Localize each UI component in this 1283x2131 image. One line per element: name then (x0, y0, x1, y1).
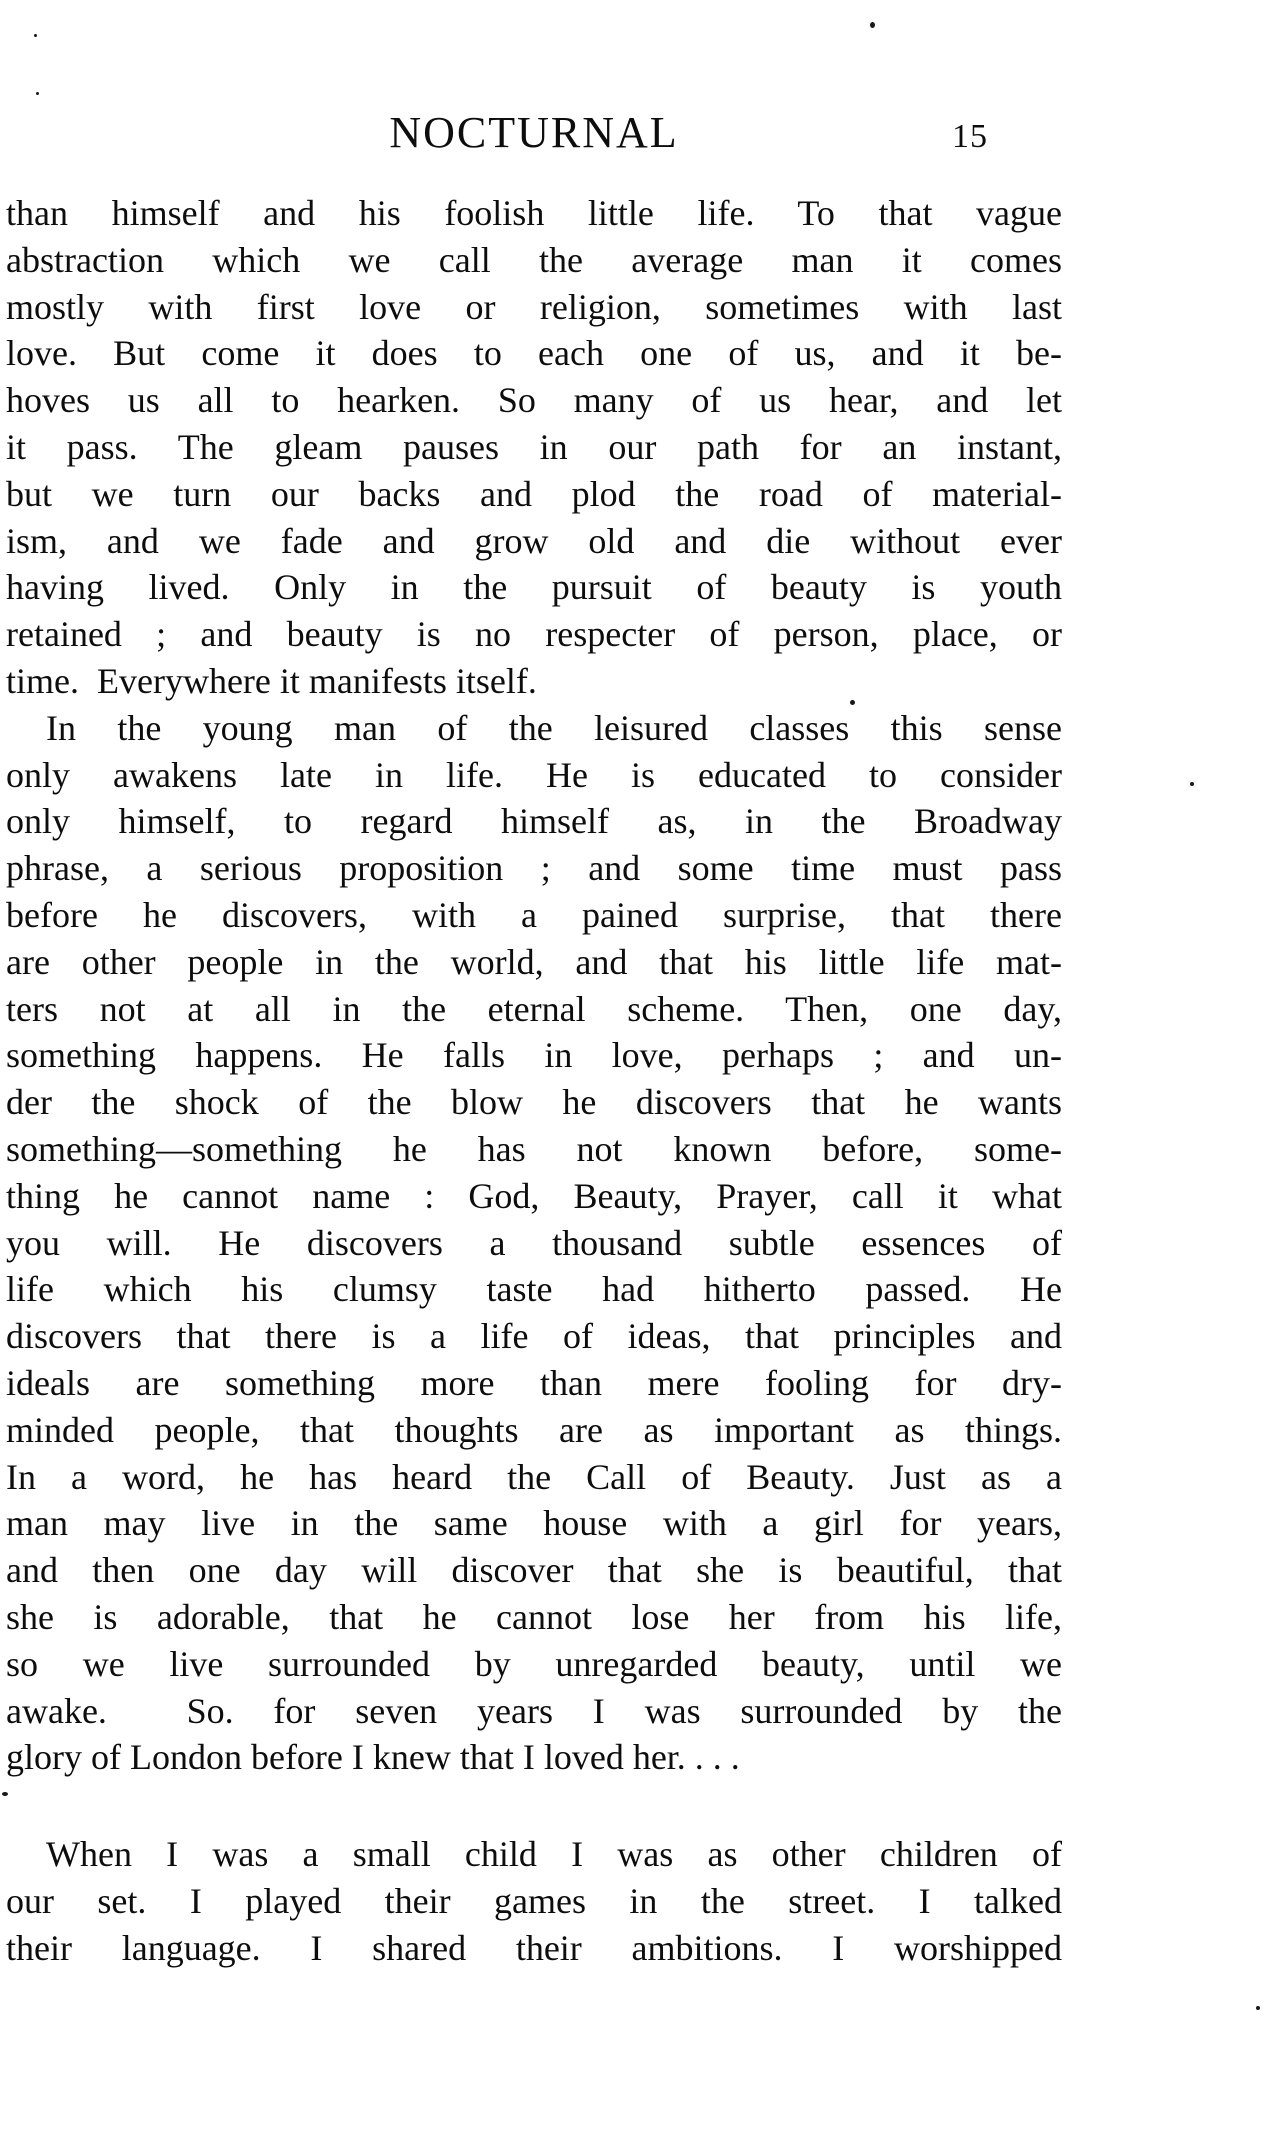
text-line: love. But come it does to each one of us, and it be- (6, 333, 1062, 374)
text-line: der the shock of the blow he discovers that he wants (6, 1082, 1062, 1123)
text-line: are other people in the world, and that his little life mat- (6, 941, 1062, 982)
text-line: In a word, he has heard the Call of Beauty. Just as a (6, 1456, 1062, 1497)
text-line: abstraction which we call the average man it comes (6, 239, 1062, 280)
text-line: before he discovers, with a pained surprise, that there (6, 894, 1062, 935)
text-line: but we turn our backs and plod the road of material- (6, 473, 1062, 514)
page-number: 15 (952, 118, 988, 155)
text-line: something happens. He falls in love, perhaps ; and un- (6, 1035, 1062, 1076)
text-line: it pass. The gleam pauses in our path for an instant, (6, 426, 1062, 467)
page-body (6, 190, 1062, 1971)
scan-speck (36, 92, 39, 95)
text-line: phrase, a serious proposition ; and some time must pass (6, 848, 1062, 889)
text-line: ideals are something more than mere fooling for dry- (6, 1362, 1062, 1403)
text-line: ism, and we fade and grow old and die without ever (6, 520, 1062, 561)
scan-speck (1256, 2006, 1260, 2010)
scan-speck (1190, 782, 1194, 786)
text-line: their language. I shared their ambitions. I worshipped (6, 1927, 1062, 1968)
text-line: life which his clumsy taste had hitherto passed. He (6, 1269, 1062, 1310)
scan-speck (870, 22, 875, 28)
paragraph (6, 705, 1062, 1781)
text-line: man may live in the same house with a girl for years, (6, 1503, 1062, 1544)
text-line: hoves us all to hearken. So many of us hear, and let (6, 380, 1062, 421)
text-line: and then one day will discover that she is beautiful, that (6, 1550, 1062, 1591)
text-line: you will. He discovers a thousand subtle essences of (6, 1222, 1062, 1263)
scan-speck (2, 1792, 8, 1796)
text-line: time. Everywhere it manifests itself. (6, 660, 537, 701)
paragraph (6, 1831, 1062, 1971)
text-line: minded people, that thoughts are as important as things. (6, 1409, 1062, 1450)
text-line: than himself and his foolish little life. To that vague (6, 193, 1062, 233)
scan-speck (850, 700, 855, 705)
text-line: In the young man of the leisured classes this sense (46, 707, 1062, 748)
text-line: she is adorable, that he cannot lose her from his life, (6, 1596, 1062, 1637)
text-line: mostly with first love or religion, sometimes with last (6, 286, 1062, 327)
text-line: our set. I played their games in the street. I talked (6, 1880, 1062, 1921)
text-line: glory of London before I knew that I loved her. . . . (6, 1737, 740, 1778)
text-line: only himself, to regard himself as, in the Broadway (6, 801, 1062, 842)
scan-speck (34, 34, 37, 37)
text-line: so we live surrounded by unregarded beauty, until we (6, 1643, 1062, 1684)
text-line: When I was a small child I was as other children of (46, 1834, 1062, 1875)
text-line: thing he cannot name : God, Beauty, Prayer, call it what (6, 1175, 1062, 1216)
text-line: awake. So. for seven years I was surrounded by the (6, 1690, 1062, 1731)
running-title: NOCTURNAL (389, 108, 679, 157)
page-header (6, 108, 1062, 158)
text-line: only awakens late in life. He is educated to consider (6, 754, 1062, 795)
paragraph (6, 190, 1062, 705)
text-line: something—something he has not known before, some- (6, 1128, 1062, 1169)
text-line: ters not at all in the eternal scheme. Then, one day, (6, 988, 1062, 1029)
text-line: retained ; and beauty is no respecter of person, place, or (6, 614, 1062, 655)
text-line: discovers that there is a life of ideas, that principles and (6, 1316, 1062, 1357)
text-line: having lived. Only in the pursuit of beauty is youth (6, 567, 1062, 608)
